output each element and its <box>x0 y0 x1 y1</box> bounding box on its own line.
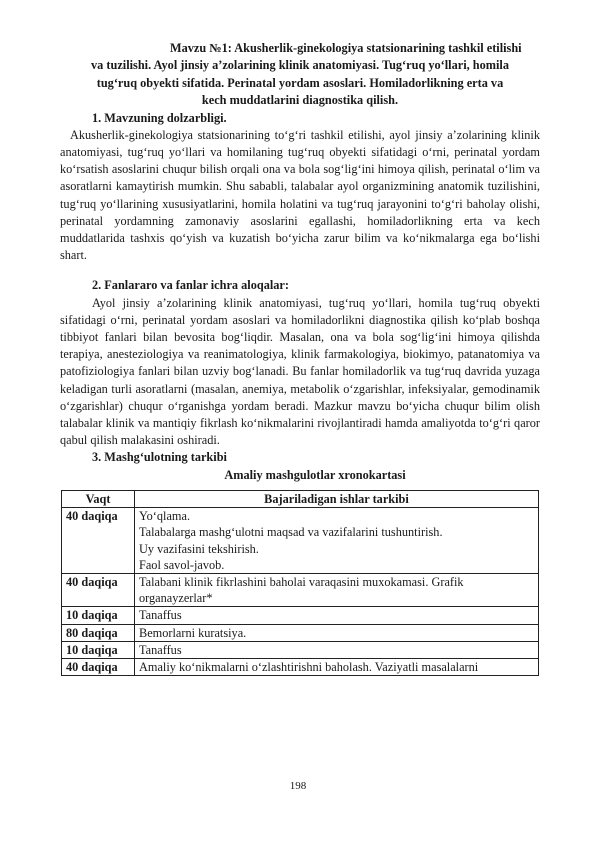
section-2-heading: 2. Fanlararo va fanlar ichra aloqalar: <box>92 278 289 293</box>
row-line: Talabalarga mashg‘ulotni maqsad va vazifalarini tushuntirish. <box>139 525 443 540</box>
title-line-3: tug‘ruq obyekti sifatida. Perinatal yordam asoslari. Homiladorlikning erta va <box>96 75 504 90</box>
row-content: Tanaffus <box>135 607 539 624</box>
page-number: 198 <box>289 780 307 792</box>
row-content: Amaliy ko‘nikmalarni o‘zlashtirishni baholash. Vaziyatli masalalarni <box>135 658 539 675</box>
row-content <box>135 508 539 574</box>
row-time: 10 daqiqa <box>62 607 135 624</box>
title-line-4: kech muddatlarini diagnostika qilish. <box>201 93 399 108</box>
header-time: Vaqt <box>62 490 135 507</box>
document-page <box>60 40 540 676</box>
row-line: Faol savol-javob. <box>139 557 225 572</box>
table-row <box>62 607 539 624</box>
row-time: 10 daqiqa <box>62 641 135 658</box>
section-1-text: Akusherlik-ginekologiya statsionarining to‘g‘ri tashkil etilishi, ayol jinsiy a’zolarining klinik anatomiyasi, tug‘ruq yo‘llari va homilaning tug‘ruq obyekti sifatidagi o‘rni, perinatal yordam ko‘rsatish asoslarini chuqur bilish orqali ona va bola sog‘lig‘ini himoya qilish, perinatal o‘lim va asoratlarni kamaytirish mumkin. Shu sababli, talabalar ayol organizmining anatomik tuzilishini, tug‘ruq yo‘llarining xususiyatlarini, homila holatini va tug‘ruq jarayonini to‘g‘ri baholay olishi, perinatal yordamning zamonaviy asoslarini egallashi, homiladorlikning erta va kech muddatlarida tashxis qo‘yish va kuzatish bo‘yicha zarur bilim va ko‘nikmalarga ega bo‘lishi shart. <box>60 127 540 263</box>
section-3-heading: 3. Mashg‘ulotning tarkibi <box>92 450 227 465</box>
table-row <box>62 641 539 658</box>
section-2-text: Ayol jinsiy a’zolarining klinik anatomiyasi, tug‘ruq yo‘llari, homila tug‘ruq obyekti sifatidagi o‘rni, perinatal yordam asoslari va homiladorlikni diagnostika qilish ko‘plab boshqa tibbiyot fanlari bilan bevosita bog‘liqdir. Masalan, ona va bola sog‘lig‘ini himoya qilishda terapiya, anesteziologiya va reanimatologiya, klinik farmakologiya, biokimyo, patanatomiya va patofiziologiya fanlari bilan uzviy bog‘lanadi. Bu fanlar homiladorlik va tug‘ruq davrida yuzaga keladigan turli asoratlarni (masalan, anemiya, metabolik o‘zgarishlar, infeksiyalar, gemodinamik o‘zgarishlar) chuqur o‘rganishga yordam beradi. Mazkur mavzu bo‘yicha chuqur bilim olish talabalar klinik va mantiqiy fikrlash ko‘nikmalarini rivojlantiradi hamda amaliyotda to‘g‘ri qaror qabul qilish malakasini oshiradi. <box>60 295 540 448</box>
table-row <box>62 658 539 675</box>
row-time: 40 daqiqa <box>62 508 135 574</box>
section-3-subheading: Amaliy mashgulotlar xronokartasi <box>224 467 406 482</box>
table-row <box>62 624 539 641</box>
row-line: Yo‘qlama. <box>139 509 191 524</box>
row-time: 40 daqiqa <box>62 658 135 675</box>
row-content: Bemorlarni kuratsiya. <box>135 624 539 641</box>
table-header-row <box>62 490 539 507</box>
row-content: Talabani klinik fikrlashini baholai varaqasini muxokamasi. Grafik organayzerlar* <box>135 573 539 606</box>
header-content: Bajariladigan ishlar tarkibi <box>135 490 539 507</box>
schedule-table <box>61 490 539 676</box>
row-time: 80 daqiqa <box>62 624 135 641</box>
title-line-2: va tuzilishi. Ayol jinsiy a’zolarining klinik anatomiyasi. Tug‘ruq yo‘llari, homila <box>91 58 509 73</box>
table-row <box>62 573 539 606</box>
table-row <box>62 508 539 574</box>
row-time: 40 daqiqa <box>62 573 135 606</box>
row-line: Uy vazifasini tekshirish. <box>139 541 259 556</box>
section-1-heading: 1. Mavzuning dolzarbligi. <box>92 110 227 125</box>
document-title <box>60 40 540 110</box>
title-line-1: Mavzu №1: Akusherlik-ginekologiya statsionarining tashkil etilishi <box>170 41 522 55</box>
row-content: Tanaffus <box>135 641 539 658</box>
